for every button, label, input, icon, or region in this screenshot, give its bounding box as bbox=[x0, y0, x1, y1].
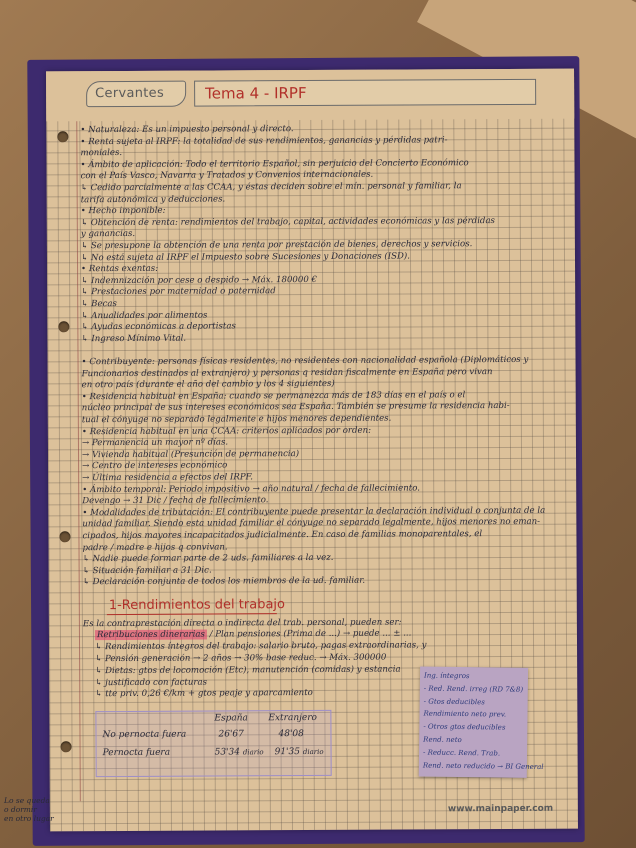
section-title: 1-Rendimientos del trabajo bbox=[108, 597, 286, 614]
side-note bbox=[4, 796, 54, 823]
note-line: ↳ Declaración conjunta de todos los miembros de la ud. familiar. bbox=[82, 576, 366, 588]
punch-hole bbox=[58, 321, 69, 332]
side-note-line: o dormir bbox=[4, 805, 37, 814]
side-note-line: Lo se queda bbox=[4, 796, 50, 805]
section-line: ↳ Rendimientos íntegros del trabajo: salario bruto, pagas extraordinarias, y bbox=[95, 640, 427, 653]
note-line: • Modalidades de tributación: El contribuyente puede presentar la declaración individual o conjunta de la bbox=[82, 505, 546, 519]
sticky-note bbox=[419, 667, 544, 778]
note-line: ↳ No está sujeta al IRPF el Impuesto sobre Sucesiones y Donaciones (ISD). bbox=[80, 251, 410, 263]
note-line: • Contribuyente: personas físicas residentes, no residentes con nacionalidad española (Diplomáticos y bbox=[81, 354, 529, 368]
section-line: ↳ tte priv. 0,26 €/km + gtos peaje y aparcamiento bbox=[95, 687, 313, 700]
note-line: ↳ Ayudas económicas a deportistas bbox=[81, 321, 236, 333]
note-line: → Centro de intereses económico bbox=[82, 460, 228, 472]
sticky-note-line: - Gtos deducibles bbox=[423, 697, 485, 706]
note-line: cipados, hijos mayores incapacitados judicialmente. En caso de familias monoparentales, el bbox=[82, 529, 483, 542]
note-line: ↳ Cedido parcialmente a las CCAA, y éstas deciden sobre el mín. personal y familiar, la bbox=[80, 181, 462, 194]
note-line: • Residencia habitual en España: cuando se permanezca más de 183 días en el país o el bbox=[81, 389, 466, 403]
section-line: ↳ Pensión generación → 2 años → 30% base reduc. → Máx. 300000 bbox=[95, 652, 387, 665]
table-row-label: Pernocta fuera bbox=[102, 747, 171, 759]
side-note-line: en otro lugar bbox=[4, 814, 54, 823]
section-line bbox=[95, 628, 411, 641]
note-line: tual el cónyuge no separado legalmente e hijos menores dependientes. bbox=[81, 413, 392, 426]
note-line: → Última residencia a efectos del IRPF. bbox=[82, 472, 254, 484]
note-line: ↳ Anualidades por alimentos bbox=[81, 310, 208, 321]
table-cell: 26'67 bbox=[218, 729, 244, 740]
highlighted-text: Retribuciones dinerarias bbox=[96, 629, 205, 641]
page-title: Tema 4 - IRPF bbox=[205, 84, 307, 103]
table-cell: 91'35 diario bbox=[274, 747, 324, 758]
punch-hole bbox=[57, 131, 68, 142]
page-title-box bbox=[194, 79, 536, 107]
sticky-note-line: Rend. neto bbox=[423, 735, 462, 745]
table-header-spain: España bbox=[214, 713, 248, 724]
note-line: ↳ Se presupone la obtención de una renta por prestación de bienes, derechos y servicios. bbox=[80, 239, 473, 252]
punch-hole bbox=[59, 531, 70, 542]
sticky-note-line: - Reducc. Rend. Trab. bbox=[423, 748, 501, 758]
note-line: ↳ Situación familiar a 31 Dic. bbox=[82, 565, 212, 576]
footer-url: www.mainpaper.com bbox=[447, 803, 554, 815]
sticky-note-line: Rendimiento neto prev. bbox=[423, 709, 507, 719]
note-line: unidad familiar. Siendo esta unidad familiar el cónyuge no separado legalmente, hijos menores no eman- bbox=[82, 517, 541, 530]
note-line: → Vivienda habitual (Presunción de permanencia) bbox=[81, 448, 300, 461]
section-line: ↳ justificado con facturas bbox=[95, 677, 208, 689]
notebook-page bbox=[46, 69, 578, 832]
section-line: ↳ Dietas: gtos de locomoción (Etc), manutención (comidas) y estancia bbox=[95, 664, 401, 677]
note-line: Devengo → 31 Dic / fecha de fallecimiento. bbox=[82, 495, 269, 507]
section-underline bbox=[107, 613, 277, 615]
note-line: ↳ Becas bbox=[81, 299, 117, 310]
section-line: Es la contraprestación directa o indirecta del trab. personal, pueden ser: bbox=[82, 617, 402, 630]
note-line: tarifa autonómica y deducciones. bbox=[80, 194, 226, 205]
sticky-note-line: - Red. Rend. irreg (RD 7&8) bbox=[423, 684, 524, 694]
note-line: y ganancias. bbox=[80, 229, 136, 240]
note-line: ↳ Indemnización por cese o despido → Máx. 180000 € bbox=[81, 274, 318, 287]
note-line: • Ámbito temporal: Periodo impositivo → año natural / fecha de fallecimiento. bbox=[82, 483, 421, 495]
note-line: ↳ Prestaciones por maternidad o paternidad bbox=[81, 286, 276, 298]
note-line: con el País Vasco, Navarra y Tratados y Convenios internacionales. bbox=[80, 170, 374, 182]
allowance-table bbox=[95, 710, 331, 777]
brand-logo bbox=[86, 81, 186, 108]
note-line: • Renta sujeta al IRPF: la totalidad de sus rendimientos, ganancias y pérdidas patri- bbox=[80, 134, 448, 147]
note-line: • Residencia habitual en una CCAA: criterios aplicados por orden: bbox=[81, 425, 372, 437]
note-line: núcleo principal de sus intereses económicos sea España. También se presume la residencia habi- bbox=[81, 401, 510, 414]
table-row-label: No pernocta fuera bbox=[102, 729, 187, 741]
note-line: • Rentas exentas: bbox=[81, 263, 159, 275]
note-line: padre / madre e hijos q convivan. bbox=[82, 542, 228, 553]
punch-hole bbox=[61, 741, 72, 752]
table-header-abroad: Extranjero bbox=[268, 712, 318, 724]
note-line: ↳ Nadie puede formar parte de 2 uds. familiares a la vez. bbox=[82, 553, 334, 565]
note-line: en otro país (durante el año del cambio y los 4 siguientes) bbox=[81, 379, 335, 391]
note-line: Funcionarios destinados al extranjero) y personas q residan fiscalmente en España pero vivan bbox=[81, 366, 493, 379]
note-line: • Naturaleza: Es un impuesto personal y directo. bbox=[80, 124, 294, 136]
table-cell: 48'08 bbox=[278, 729, 304, 740]
table-cell: 53'34 diario bbox=[214, 747, 264, 758]
note-line: moniales. bbox=[80, 148, 123, 159]
sticky-note-line: Rend. neto reducido → BI General bbox=[422, 761, 544, 771]
brand-logo-text: Cervantes bbox=[95, 85, 165, 102]
sticky-note-line: - Otros gtos deducibles bbox=[423, 722, 506, 732]
sticky-note-line: Ing. íntegros bbox=[423, 671, 470, 681]
note-line: • Hecho imponible: bbox=[80, 205, 166, 217]
note-line: → Permanencia un mayor nº días. bbox=[81, 437, 229, 449]
note-line: ↳ Ingreso Mínimo Vital. bbox=[81, 333, 187, 345]
note-line: • Ámbito de aplicación: Todo el territorio Español, sin perjuicio del Concierto Económico bbox=[80, 157, 469, 171]
note-line: ↳ Obtención de renta: rendimientos del trabajo, capital, actividades económicas y las pérdidas bbox=[80, 215, 496, 229]
section-line-rest: / Plan pensiones (Prima de ...) → puede ... ± ... bbox=[209, 628, 412, 640]
